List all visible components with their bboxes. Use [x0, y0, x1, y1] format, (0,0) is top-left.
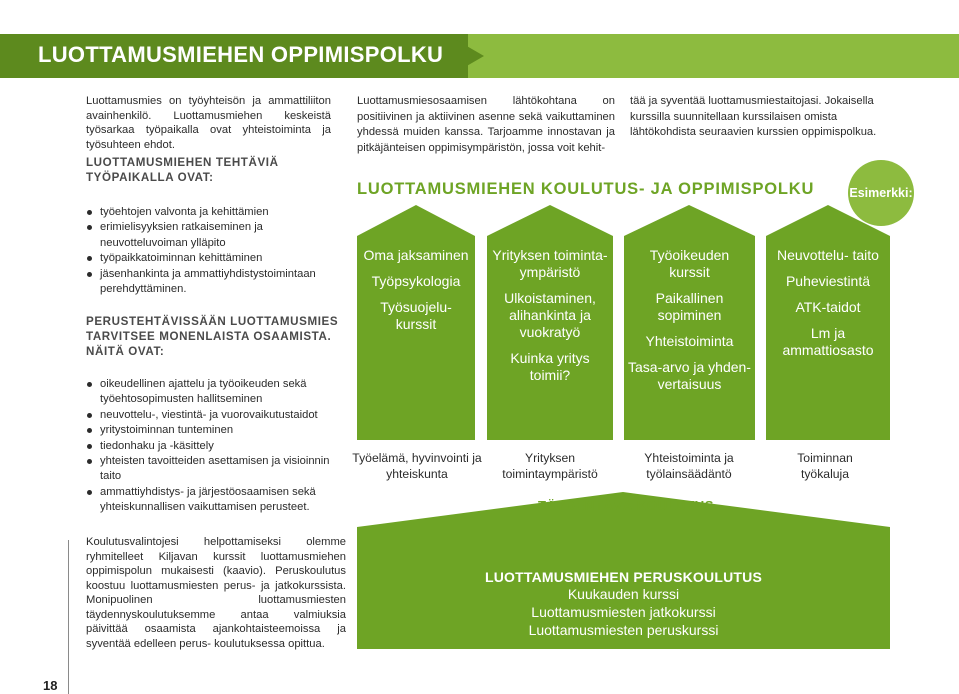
list-item: oikeudellinen ajattelu ja työoikeuden sekä työehtosopimusten hallitseminen	[86, 377, 344, 408]
column-2-caption: Yrityksen toimintaympäristö	[502, 451, 598, 481]
column-3-items	[628, 247, 751, 402]
column-item: Tasa-arvo ja yhden- vertaisuus	[628, 359, 751, 392]
learning-environment-paragraph: Luottamusmiesosaamisen lähtökohtana on positiivinen ja aktiivinen asenne sekä vaikuttaminen yhdessä muiden kanssa. Tarjoamme innostavan ja pitkäjänteisen oppimisympäristön, jossa voit kehit-	[357, 95, 615, 154]
duties-heading-line-1: LUOTTAMUSMIEHEN TEHTÄVIÄ	[86, 156, 279, 169]
learning-path-paragraph: tää ja syventää luottamusmiestaitojasi. Jokaisella kurssilla suunnitellaan kurssilaisen omista lähtökohdista seuraavien kurssien oppimispolkua.	[630, 95, 877, 138]
list-item: työpaikkatoiminnan kehittäminen	[86, 251, 346, 266]
column-item: Paikallinen sopiminen	[655, 290, 724, 323]
basic-training-title: LUOTTAMUSMIEHEN PERUSKOULUTUS	[485, 569, 762, 585]
example-badge: Esimerkki:	[848, 160, 914, 226]
column-4-items	[769, 247, 887, 368]
column-item: Työpsykologia	[371, 273, 461, 289]
basic-training-line: Kuukauden kurssi	[567, 586, 680, 602]
list-item: yritystoiminnan tunteminen	[86, 423, 344, 438]
basic-heading-line-3: NÄITÄ OVAT:	[86, 345, 165, 358]
list-item: ammattiyhdistys- ja järjestöosaamisen sekä yhteiskunnallisen vaikuttamisen perusteet.	[86, 485, 344, 516]
diagram-title: LUOTTAMUSMIEHEN KOULUTUS- JA OPPIMISPOLKU	[357, 180, 815, 198]
column-item: Ulkoistaminen, alihankinta ja vuokratyö	[504, 290, 596, 340]
column-item: Työoikeuden kurssit	[649, 247, 730, 280]
column-item: Työsuojelu- kurssit	[380, 299, 452, 332]
column-item: Lm ja ammattiosasto	[782, 325, 874, 358]
basic-training-line: Luottamusmiesten peruskurssi	[528, 622, 719, 638]
basic-heading-line-2: TARVITSEE MONENLAISTA OSAAMISTA.	[86, 330, 332, 343]
column-item: Yrityksen toiminta- ympäristö	[492, 247, 608, 280]
list-item: jäsenhankinta ja ammattiyhdistystoimintaan perehdyttäminen.	[86, 267, 346, 298]
column-item: Kuinka yritys toimii?	[510, 350, 590, 383]
course-paragraph: Koulutusvalintojesi helpottamiseksi olemme ryhmitelleet Kiljavan kurssit luottamusmiehen oppimispolun mukaisesti (kaavio). Peruskoulutus koostuu luottamusmiesten perus- ja jatkokurssista. Monipuolinen luottamusmiesten täydennyskoulutuksemme antaa valmiuksia päivittää osaamista ajankohtaisteemoissa ja syventää edelleen perus- koulutuksessa opittua.	[86, 536, 346, 650]
column-1-items	[359, 247, 473, 342]
column-item: Oma jaksaminen	[363, 247, 469, 263]
intro-paragraph: Luottamusmies on työyhteisön ja ammattiliiton avainhenkilö. Luottamusmiehen keskeistä työsarkaa työpaikalla ovat yhteistoiminta ja työsuhteen ehdot.	[86, 95, 331, 151]
page-title: LUOTTAMUSMIEHEN OPPIMISPOLKU	[38, 42, 444, 67]
list-item: työehtojen valvonta ja kehittämien	[86, 205, 346, 220]
column-item: Yhteistoiminta	[645, 333, 734, 349]
basic-heading-line-1: PERUSTEHTÄVISSÄÄN LUOTTAMUSMIES	[86, 315, 339, 328]
column-2-items	[490, 247, 610, 393]
column-1-caption: Työelämä, hyvinvointi ja yhteiskunta	[352, 451, 482, 481]
list-item: yhteisten tavoitteiden asettamisen ja visioinnin taito	[86, 454, 344, 485]
basic-training-line: Luottamusmiesten jatkokurssi	[531, 604, 716, 620]
column-item: Neuvottelu- taito	[777, 247, 879, 263]
basic-training-box	[357, 553, 890, 649]
page-number: 18	[43, 678, 58, 693]
supplementary-training-label: TÄYDENTÄVÄ KOULUTUS	[538, 498, 715, 513]
list-item: neuvottelu-, viestintä- ja vuorovaikutustaidot	[86, 408, 344, 423]
column-item: ATK-taidot	[795, 299, 861, 315]
column-item: Puheviestintä	[785, 273, 871, 289]
column-3-caption: Yhteistoiminta ja työlainsäädäntö	[644, 451, 734, 481]
duties-heading-line-2: TYÖPAIKALLA OVAT:	[86, 171, 214, 184]
list-item: tiedonhaku ja -käsittely	[86, 439, 344, 454]
list-item: erimielisyyksien ratkaiseminen ja neuvotteluvoiman ylläpito	[86, 220, 346, 251]
column-4-caption: Toiminnan työkaluja	[797, 451, 853, 481]
